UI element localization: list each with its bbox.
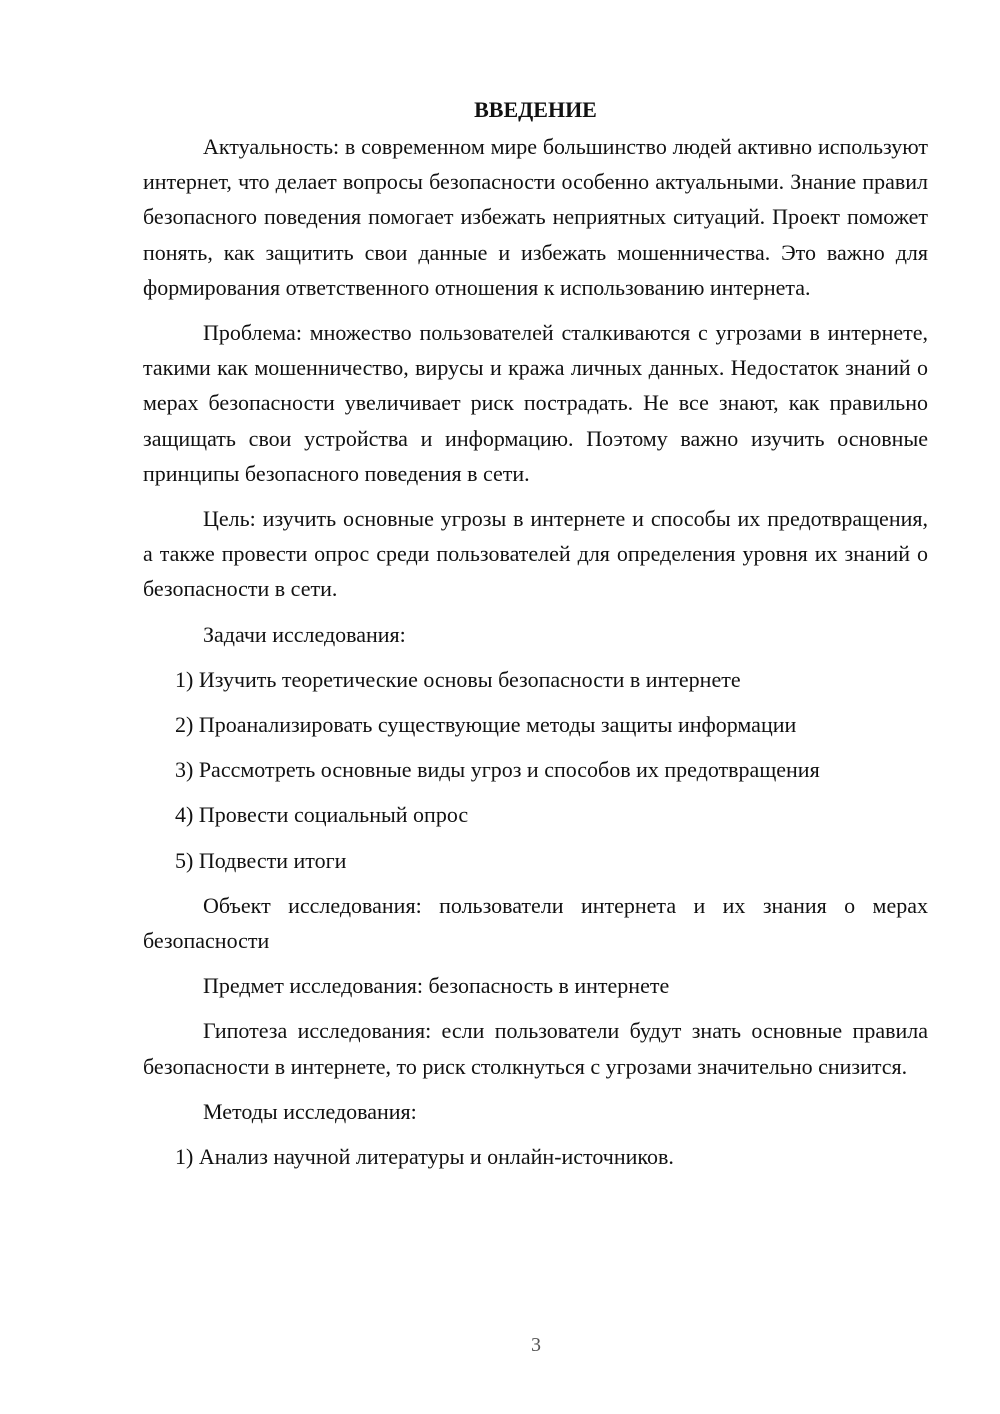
object-paragraph: Объект исследования: пользователи интернета и их знания о мерах безопасности <box>143 892 928 954</box>
task-item: 2) Проанализировать существующие методы защиты информации <box>175 712 797 738</box>
problem-paragraph: Проблема: множество пользователей сталкиваются с угрозами в интернете, такими как мошенничество, вирусы и кража личных данных. Недостаток знаний о мерах безопасности увеличивает риск пострадать. Не все знают, как правильно защищать свои устройства и информацию. Поэтому важно изучить основные принципы безопасного поведения в сети. <box>143 320 928 486</box>
page-title: ВВЕДЕНИЕ <box>474 97 597 122</box>
task-item: 1) Изучить теоретические основы безопасности в интернете <box>175 666 741 692</box>
page-content <box>143 92 928 1184</box>
methods-list <box>143 1139 928 1174</box>
task-item: 3) Рассмотреть основные виды угроз и способов их предотвращения <box>175 757 820 783</box>
page-number: 3 <box>531 1334 541 1356</box>
relevance-paragraph: Актуальность: в современном мире большинство людей активно используют интернет, что делает вопросы безопасности особенно актуальными. Знание правил безопасного поведения помогает избежать неприятных ситуаций. Проект поможет понять, как защитить свои данные и избежать мошенничества. Это важно для формирования ответственного отношения к использованию интернета. <box>143 134 928 300</box>
methods-label: Методы исследования: <box>203 1098 417 1124</box>
hypothesis-paragraph: Гипотеза исследования: если пользователи будут знать основные правила безопасности в интернете, то риск столкнуться с угрозами значительно снизится. <box>143 1018 928 1079</box>
method-item: 1) Анализ научной литературы и онлайн-источников. <box>175 1144 674 1170</box>
goal-paragraph: Цель: изучить основные угрозы в интернете и способы их предотвращения, а также провести опрос среди пользователей для определения уровня их знаний о безопасности в сети. <box>143 506 928 602</box>
tasks-list <box>143 662 928 878</box>
subject-paragraph: Предмет исследования: безопасность в интернете <box>203 973 670 999</box>
task-item: 4) Провести социальный опрос <box>175 802 469 828</box>
tasks-label: Задачи исследования: <box>203 621 406 647</box>
task-item: 5) Подвести итоги <box>175 847 347 873</box>
